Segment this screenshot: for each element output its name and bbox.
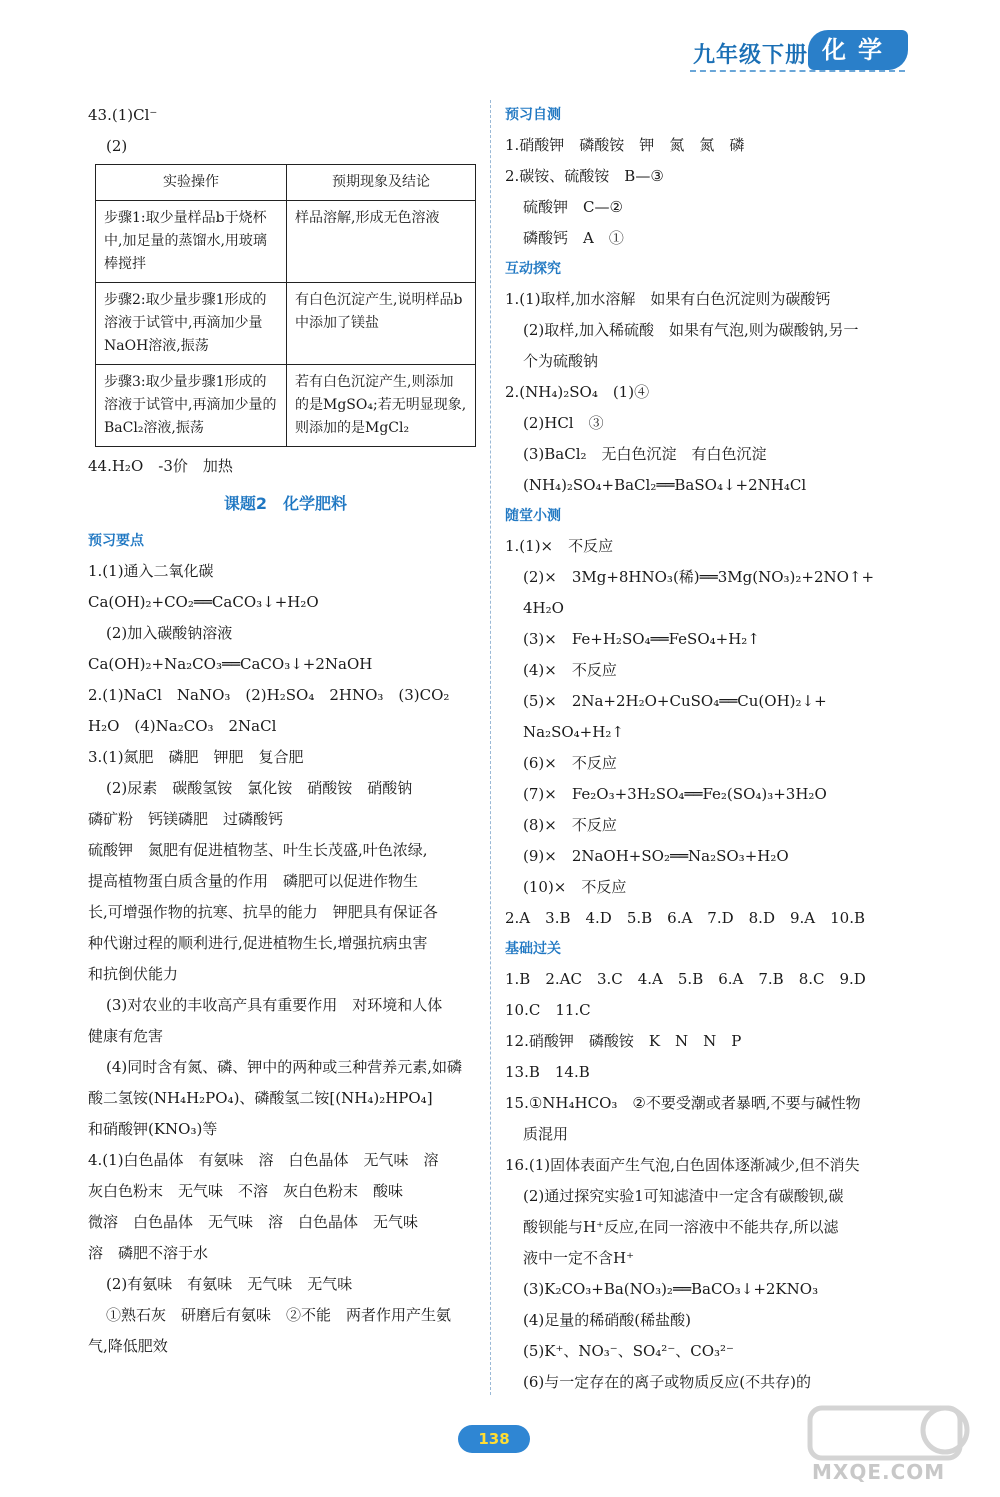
- answer-line: 和抗倒伏能力: [88, 965, 179, 983]
- answer-line: (3)BaCl₂ 无白色沉淀 有白色沉淀: [523, 445, 767, 463]
- answer-line: 1.硝酸钾 磷酸铵 钾 氮 氮 磷: [505, 136, 745, 154]
- answer-line: 12.硝酸钾 磷酸铵 K N N P: [505, 1032, 742, 1050]
- answer-line: 微溶 白色晶体 无气味 溶 白色晶体 无气味: [88, 1213, 419, 1231]
- answer-line: (5)K⁺、NO₃⁻、SO₄²⁻、CO₃²⁻: [523, 1342, 734, 1360]
- answer-line: (4)× 不反应: [523, 661, 617, 679]
- answer-line: 长,可增强作物的抗寒、抗旱的能力 钾肥具有保证各: [88, 903, 438, 921]
- answer-line: 磷酸钙 A ①: [523, 229, 624, 247]
- answer-line: 溶 磷肥不溶于水: [88, 1244, 209, 1262]
- table-cell: 有白色沉淀产生,说明样品b中添加了镁盐: [287, 283, 476, 365]
- table-header-cell: 实验操作: [96, 165, 287, 201]
- answer-line: (3)对农业的丰收高产具有重要作用 对环境和人体: [106, 996, 443, 1014]
- answer-line: 和硝酸钾(KNO₃)等: [88, 1120, 218, 1138]
- answer-line: (5)× 2Na+2H₂O+CuSO₄══Cu(OH)₂↓+: [523, 692, 827, 710]
- table-header-row: [96, 165, 476, 201]
- answer-line: (6)与一定存在的离子或物质反应(不共存)的: [523, 1373, 811, 1391]
- table-row: [96, 365, 476, 447]
- answer-line: (2)通过探究实验1可知滤渣中一定含有碳酸钡,碳: [523, 1187, 844, 1205]
- answer-line: (2)尿素 碳酸氢铵 氯化铵 硝酸铵 硝酸钠: [106, 779, 413, 797]
- section-heading: 随堂小测: [505, 508, 561, 524]
- answer-line: 2.碳铵、硫酸铵 B—③: [505, 167, 664, 185]
- answer-line: H₂O (4)Na₂CO₃ 2NaCl: [88, 717, 277, 735]
- answer-line: 硫酸钾 C—②: [523, 198, 623, 216]
- grade-label: 九年级下册: [693, 43, 809, 68]
- table-cell: 样品溶解,形成无色溶液: [287, 201, 476, 283]
- answer-line: Ca(OH)₂+CO₂══CaCO₃↓+H₂O: [88, 593, 319, 611]
- answer-line: 16.(1)固体表面产生气泡,白色固体逐渐减少,但不消失: [505, 1156, 860, 1174]
- table-row: [96, 283, 476, 365]
- answer-list: [505, 964, 915, 1398]
- watermark-text: MXQE.COM: [812, 1460, 946, 1484]
- table-cell: 若有白色沉淀产生,则添加的是MgSO₄;若无明显现象,则添加的是MgCl₂: [287, 365, 476, 447]
- answer-line: 质混用: [523, 1125, 569, 1143]
- column-divider: [490, 100, 491, 1395]
- answer-line: 酸二氢铵(NH₄H₂PO₄)、磷酸氢二铵[(NH₄)₂HPO₄]: [88, 1089, 433, 1107]
- answer-line: (3)× Fe+H₂SO₄══FeSO₄+H₂↑: [523, 630, 760, 648]
- answer-line: 液中一定不含H⁺: [523, 1249, 634, 1267]
- table-cell: 步骤1:取少量样品b于烧杯中,加足量的蒸馏水,用玻璃棒搅拌: [96, 201, 287, 283]
- answer-line: 13.B 14.B: [505, 1063, 590, 1081]
- answer-line: 2.A 3.B 4.D 5.B 6.A 7.D 8.D 9.A 10.B: [505, 909, 865, 927]
- answer-line: (7)× Fe₂O₃+3H₂SO₄══Fe₂(SO₄)₃+3H₂O: [523, 785, 827, 803]
- answer-line: 2.(NH₄)₂SO₄ (1)④: [505, 383, 650, 401]
- answer-line: (2)HCl ③: [523, 414, 604, 432]
- page-number: 138: [458, 1425, 530, 1453]
- answer-line: 气,降低肥效: [88, 1337, 168, 1355]
- section-heading: 预习自测: [505, 107, 561, 123]
- answer-line: Ca(OH)₂+Na₂CO₃══CaCO₃↓+2NaOH: [88, 655, 373, 673]
- answer-line: 3.(1)氮肥 磷肥 钾肥 复合肥: [88, 748, 304, 766]
- answer-line: 4H₂O: [523, 599, 564, 617]
- answer-line: 10.C 11.C: [505, 1001, 591, 1019]
- answer-line: 磷矿粉 钙镁磷肥 过磷酸钙: [88, 810, 284, 828]
- lesson-title: 课题2 化学肥料: [223, 494, 348, 513]
- table-row: [96, 201, 476, 283]
- answer-line: ①熟石灰 研磨后有氨味 ②不能 两者作用产生氨: [106, 1306, 452, 1324]
- answer-list: [505, 130, 915, 254]
- q43-title: 43.(1)Cl⁻: [88, 106, 158, 124]
- answer-line: (NH₄)₂SO₄+BaCl₂══BaSO₄↓+2NH₄Cl: [523, 476, 807, 494]
- subject-badge: 化学: [808, 30, 908, 70]
- section-heading: 预习要点: [88, 533, 144, 549]
- answer-line: 硫酸钾 氮肥有促进植物茎、叶生长茂盛,叶色浓绿,: [88, 841, 428, 859]
- answer-line: (4)足量的稀硝酸(稀盐酸): [523, 1311, 691, 1329]
- answer-line: (4)同时含有氮、磷、钾中的两种或三种营养元素,如磷: [106, 1058, 463, 1076]
- answer-line: Na₂SO₄+H₂↑: [523, 723, 624, 741]
- answer-line: 健康有危害: [88, 1027, 164, 1045]
- answer-list: [88, 556, 483, 1362]
- answer-line: 2.(1)NaCl NaNO₃ (2)H₂SO₄ 2HNO₃ (3)CO₂: [88, 686, 450, 704]
- answer-line: 1.(1)通入二氧化碳: [88, 562, 214, 580]
- answer-list: [505, 284, 915, 501]
- answer-line: 1.B 2.AC 3.C 4.A 5.B 6.A 7.B 8.C 9.D: [505, 970, 866, 988]
- table-cell: 步骤3:取少量步骤1形成的溶液于试管中,再滴加少量的BaCl₂溶液,振荡: [96, 365, 287, 447]
- answer-line: (10)× 不反应: [523, 878, 627, 896]
- answer-line: (3)K₂CO₃+Ba(NO₃)₂══BaCO₃↓+2KNO₃: [523, 1280, 819, 1298]
- q44-answer: 44.H₂O -3价 加热: [88, 457, 233, 475]
- answer-line: (2)取样,加入稀硫酸 如果有气泡,则为碳酸钠,另一: [523, 321, 859, 339]
- answer-line: (9)× 2NaOH+SO₂══Na₂SO₃+H₂O: [523, 847, 789, 865]
- answer-line: (2)加入碳酸钠溶液: [106, 624, 233, 642]
- q43-sub: (2): [106, 137, 128, 155]
- answer-line: 15.①NH₄HCO₃ ②不要受潮或者暴晒,不要与碱性物: [505, 1094, 861, 1112]
- answer-line: 1.(1)× 不反应: [505, 537, 614, 555]
- experiment-table: [95, 164, 476, 447]
- section-heading: 基础过关: [505, 941, 561, 957]
- table-cell: 步骤2:取少量步骤1形成的溶液于试管中,再滴加少量NaOH溶液,振荡: [96, 283, 287, 365]
- table-header-cell: 预期现象及结论: [287, 165, 476, 201]
- answer-line: 种代谢过程的顺利进行,促进植物生长,增强抗病虫害: [88, 934, 428, 952]
- left-column: [88, 100, 483, 1362]
- header-underline: [690, 70, 905, 72]
- answer-line: 灰白色粉末 无气味 不溶 灰白色粉末 酸味: [88, 1182, 404, 1200]
- section-heading: 互动探究: [505, 261, 561, 277]
- answer-line: 1.(1)取样,加水溶解 如果有白色沉淀则为碳酸钙: [505, 290, 831, 308]
- answer-line: 提高植物蛋白质含量的作用 磷肥可以促进作物生: [88, 872, 419, 890]
- answer-line: (2)× 3Mg+8HNO₃(稀)══3Mg(NO₃)₂+2NO↑+: [523, 568, 875, 586]
- answer-line: (8)× 不反应: [523, 816, 617, 834]
- answer-list: [505, 531, 915, 934]
- answer-line: (6)× 不反应: [523, 754, 617, 772]
- right-column: [505, 100, 915, 1398]
- answer-line: (2)有氨味 有氨味 无气味 无气味: [106, 1275, 353, 1293]
- answer-line: 个为硫酸钠: [523, 352, 599, 370]
- answer-line: 4.(1)白色晶体 有氨味 溶 白色晶体 无气味 溶: [88, 1151, 439, 1169]
- answer-line: 酸钡能与H⁺反应,在同一溶液中不能共存,所以滤: [523, 1218, 839, 1236]
